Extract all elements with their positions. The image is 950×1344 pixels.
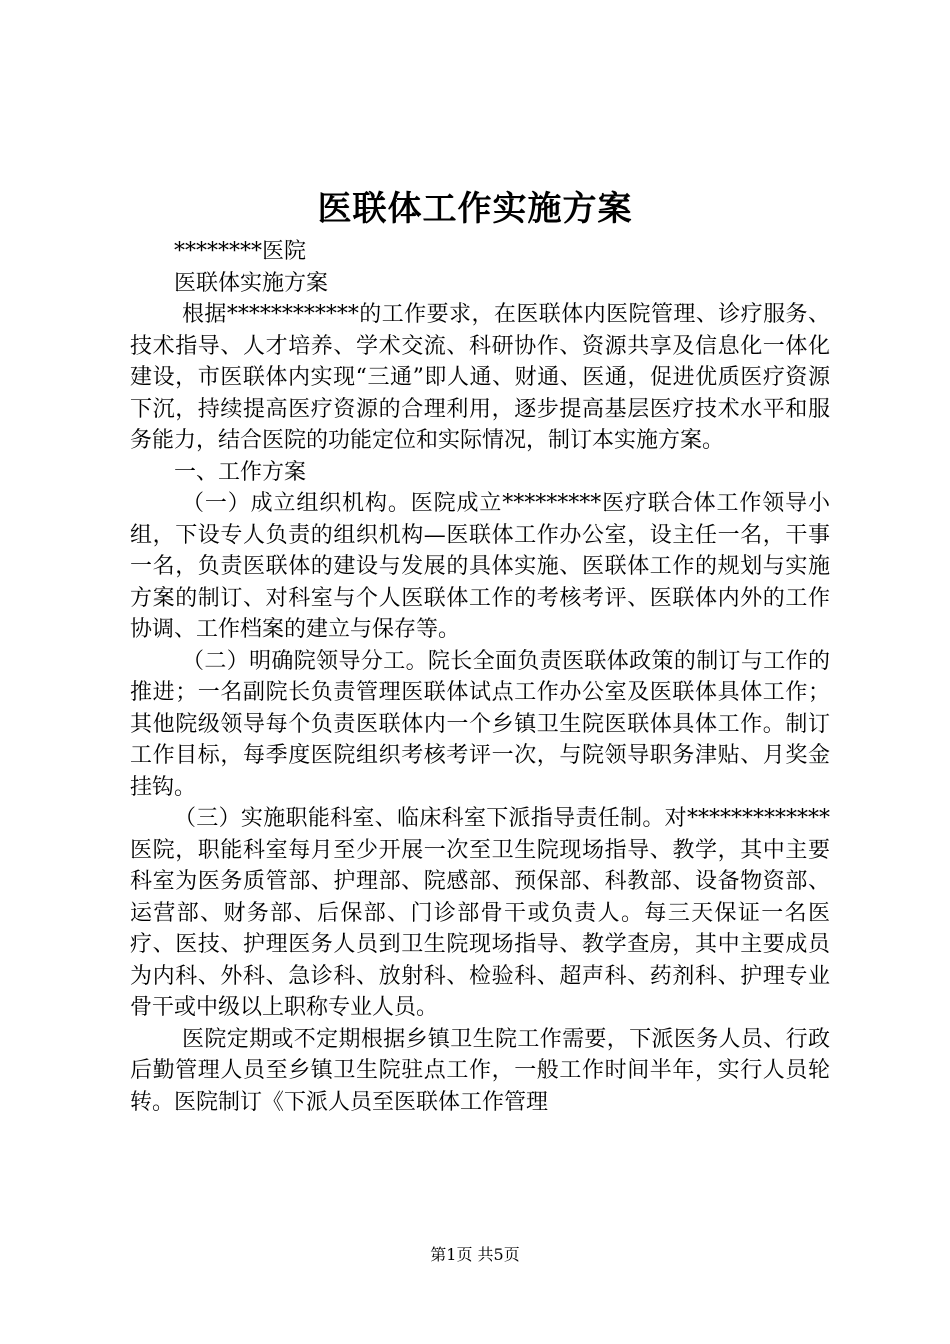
document-title: 医联体工作实施方案 [317, 189, 633, 229]
document-body [130, 236, 830, 1118]
hospital-name: ********医院 [174, 239, 307, 264]
page-footer: 第1页 共5页 [430, 1245, 520, 1264]
plan-subtitle: 医联体实施方案 [174, 270, 329, 296]
intro-paragraph: 根据************的工作要求，在医联体内医院管理、诊疗服务、技术指导、人才培养、学术交流、科研协作、资源共享及信息化一体化建设，市医联体内实现“三通”即人通、财通、医通，促进优质医疗资源下沉，持续提高医疗资源的合理利用，逐步提高基层医疗技术水平和服务能力，结合医院的功能定位和实际情况，制订本实施方案。 [130, 302, 830, 453]
paragraph-leadership-division: （二）明确院领导分工。院长全面负责医联体政策的制订与工作的推进；一名副院长负责管理医联体试点工作办公室及医联体具体工作；其他院级领导每个负责医联体内一个乡镇卫生院医联体具体工作。制订工作目标，每季度医院组织考核考评一次，与院领导职务津贴、月奖金挂钩。 [130, 648, 830, 800]
paragraph-staff-dispatch: 医院定期或不定期根据乡镇卫生院工作需要，下派医务人员、行政后勤管理人员至乡镇卫生院驻点工作，一般工作时间半年，实行人员轮转。医院制订《下派人员至医联体工作管理 [130, 1026, 830, 1115]
paragraph-responsibility-system: （三）实施职能科室、临床科室下派指导责任制。对*************医院，职能科室每月至少开展一次至卫生院现场指导、教学，其中主要科室为医务质管部、护理部、院感部、预保部、科教部、设备物资部、运营部、财务部、后保部、门诊部骨干或负责人。每三天保证一名医疗、医技、护理医务人员到卫生院现场指导、教学查房，其中主要成员为内科、外科、急诊科、放射科、检验科、超声科、药剂科、护理专业骨干或中级以上职称专业人员。 [130, 806, 830, 1020]
section-heading-work-plan: 一、工作方案 [174, 459, 307, 485]
paragraph-organization: （一）成立组织机构。医院成立*********医疗联合体工作领导小组，下设专人负责的组织机构—医联体工作办公室，设主任一名，干事一名，负责医联体的建设与发展的具体实施、医联体工作的规划与实施方案的制订、对科室与个人医联体工作的考核考评、医联体内外的工作协调、工作档案的建立与保存等。 [130, 491, 830, 642]
